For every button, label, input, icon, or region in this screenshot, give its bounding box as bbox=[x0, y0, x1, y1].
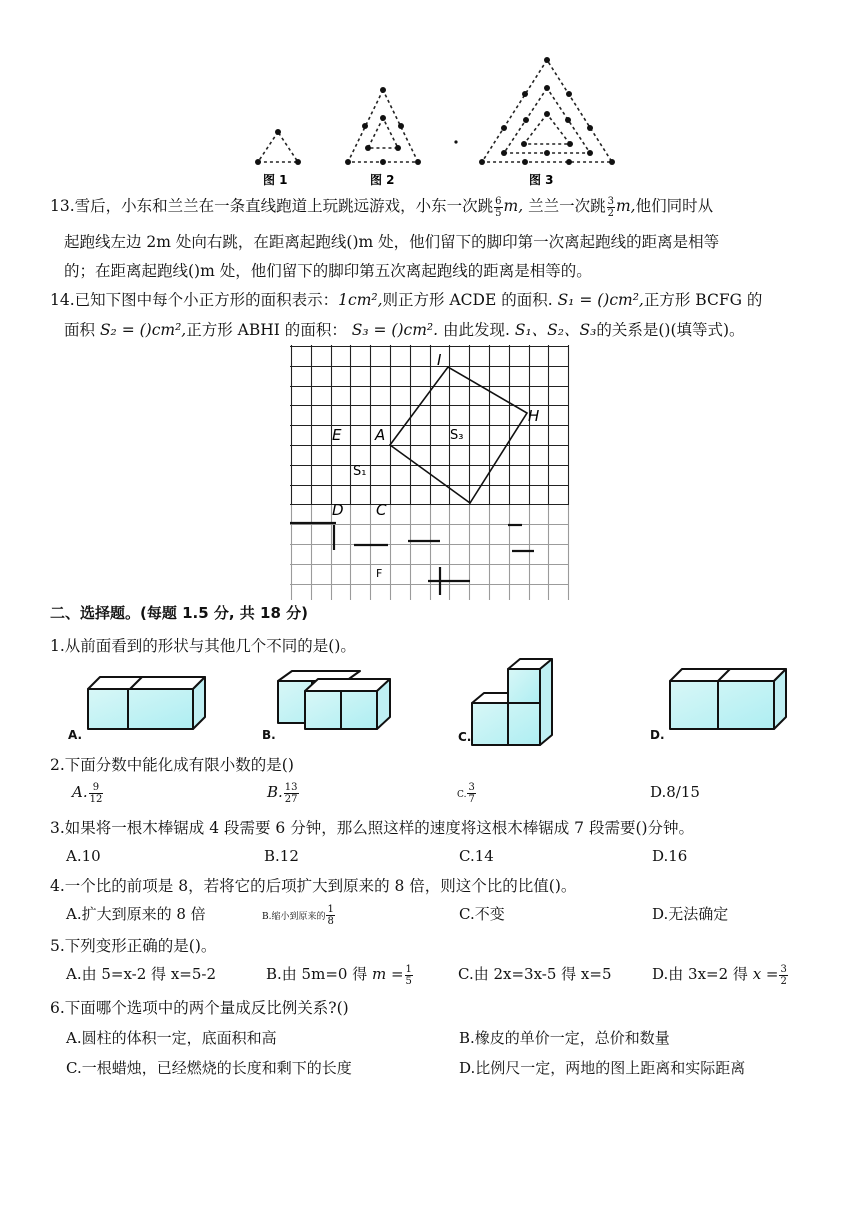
c3-option-b[interactable]: B.12 bbox=[264, 847, 299, 865]
c3-option-a[interactable]: A.10 bbox=[66, 847, 101, 865]
c5-option-b[interactable]: B.由 5m=0 得 m = $\frac{1}{5}$ bbox=[266, 963, 412, 987]
option-D-label: D. bbox=[650, 728, 665, 742]
c4-option-d[interactable]: D.无法确定 bbox=[652, 905, 729, 923]
c3-option-d[interactable]: D.16 bbox=[652, 847, 688, 865]
c6-option-d[interactable]: D.比例尺一定，两地的图上距离和实际距离 bbox=[459, 1059, 746, 1077]
q13-line3: 的；在距离起跑线()m 处，他们留下的脚印第五次离起跑线的距离是相等的。 bbox=[64, 262, 592, 280]
c5-question: 5.下列变形正确的是()。 bbox=[50, 937, 217, 955]
c2-option-d[interactable]: D.8/15 bbox=[650, 783, 700, 801]
c2-question: 2.下面分数中能化成有限小数的是() bbox=[50, 756, 294, 774]
c4-question: 4.一个比的前项是 8，若将它的后项扩大到原来的 8 倍，则这个比的比值()。 bbox=[50, 877, 577, 895]
label-E: E bbox=[332, 426, 342, 444]
option-A-label: A. bbox=[68, 728, 83, 742]
c5-option-a[interactable]: A.由 5=x-2 得 x=5-2 bbox=[66, 965, 217, 983]
label-I: I bbox=[437, 351, 442, 369]
c6-option-b[interactable]: B.橡皮的单价一定，总价和数量 bbox=[459, 1029, 670, 1047]
frac-3-2: $\frac{3}{2}$ bbox=[607, 195, 614, 219]
label-C: C bbox=[376, 501, 387, 519]
label-F: F bbox=[376, 567, 383, 580]
fig2-label: 图 2 bbox=[370, 173, 395, 187]
c2-option-a[interactable]: A. $\frac{9}{12}$ bbox=[72, 781, 103, 805]
c2-option-b[interactable]: B. $\frac{13}{27}$ bbox=[267, 781, 298, 805]
triangle-figures bbox=[250, 52, 620, 192]
q14-line2: 面积 S₂ = ()cm²,正方形 ABHI 的面积： S₃ = ()cm². 由此发现. S₁、S₂、S₃的关系是()(填等式)。 bbox=[64, 321, 745, 339]
c6-option-a[interactable]: A.圆柱的体积一定，底面积和高 bbox=[66, 1029, 277, 1047]
frac-6-5: $\frac{6}{5}$ bbox=[495, 195, 502, 219]
c4-option-a[interactable]: A.扩大到原来的 8 倍 bbox=[66, 905, 206, 923]
q14-line1: 14.已知下图中每个小正方形的面积表示：1cm²,则正方形 ACDE 的面积. S₁ = ()cm²,正方形 BCFG 的 bbox=[50, 291, 763, 309]
c5-option-d[interactable]: D.由 3x=2 得 x = $\frac{3}{2}$ bbox=[652, 963, 787, 987]
c6-option-c[interactable]: C.一根蜡烛，已经燃烧的长度和剩下的长度 bbox=[66, 1059, 352, 1077]
option-C-label: C. bbox=[458, 730, 472, 744]
dot-separator bbox=[454, 140, 457, 143]
fig1-label: 图 1 bbox=[263, 173, 288, 187]
c1-question: 1.从前面看到的形状与其他几个不同的是()。 bbox=[50, 637, 356, 655]
c4-option-c[interactable]: C.不变 bbox=[459, 905, 505, 923]
grid-figure bbox=[290, 345, 570, 600]
fig3-label: 图 3 bbox=[529, 173, 554, 187]
c5-option-c[interactable]: C.由 2x=3x-5 得 x=5 bbox=[458, 965, 612, 983]
c3-option-c[interactable]: C.14 bbox=[459, 847, 494, 865]
label-A: A bbox=[375, 426, 386, 444]
option-B-label: B. bbox=[262, 728, 276, 742]
section2-heading: 二、选择题。(每题 1.5 分, 共 18 分) bbox=[50, 604, 308, 622]
label-S3: S₃ bbox=[450, 428, 464, 443]
cube-options bbox=[60, 655, 840, 750]
label-S1: S₁ bbox=[353, 464, 367, 479]
label-H: H bbox=[528, 407, 540, 425]
c2-option-c[interactable]: C. $\frac{3}{7}$ bbox=[457, 781, 475, 805]
c4-option-b[interactable]: B.缩小到原来的 $\frac{1}{8}$ bbox=[262, 903, 334, 927]
label-D: D bbox=[332, 501, 344, 519]
q13-line1: 13.雪后，小东和兰兰在一条直线跑道上玩跳远游戏，小东一次跳 $\frac{6}{5}$ m, 兰兰一次跳 $\frac{3}{2}$ m,他们同时从 bbox=[50, 195, 714, 219]
c6-question: 6.下面哪个选项中的两个量成反比例关系?() bbox=[50, 999, 349, 1017]
c3-question: 3.如果将一根木棒锯成 4 段需要 6 分钟，那么照这样的速度将这根木棒锯成 7 段需要()分钟。 bbox=[50, 819, 695, 837]
q13-line2: 起跑线左边 2m 处向右跳，在距离起跑线()m 处，他们留下的脚印第一次离起跑线的距离是相等 bbox=[64, 233, 720, 251]
